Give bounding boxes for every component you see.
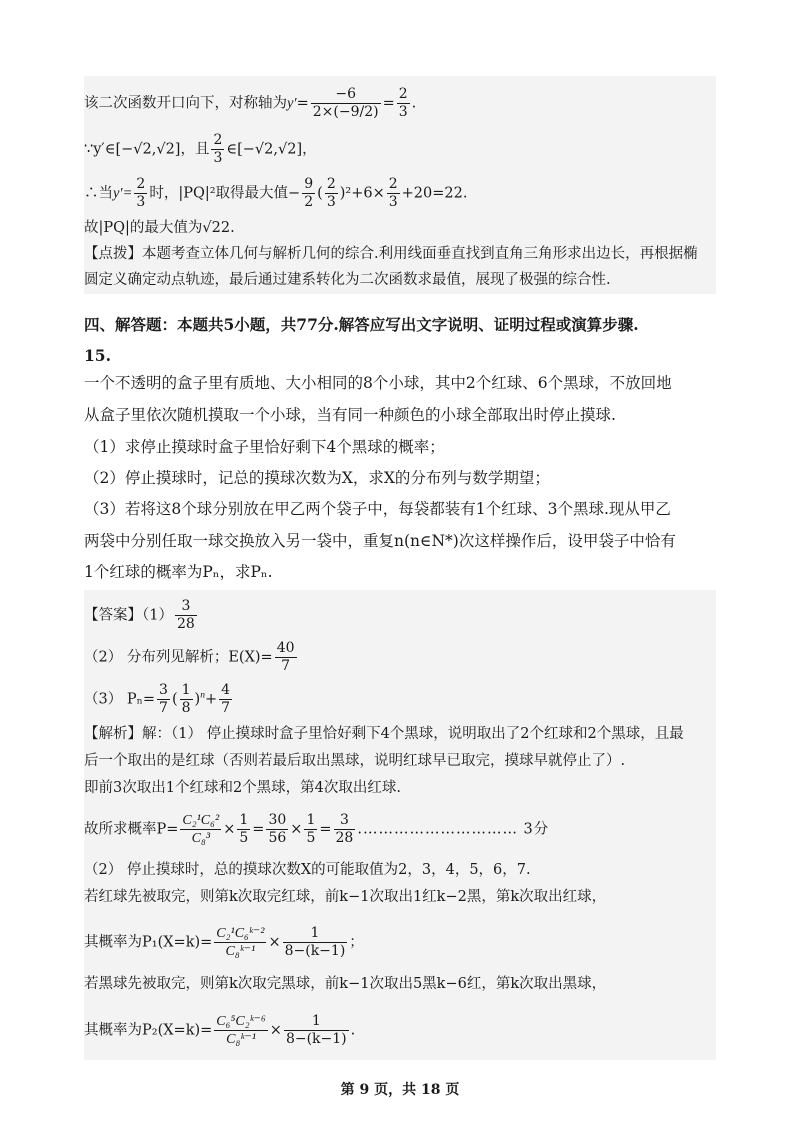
analysis-line-2: 后一个取出的是红球（否则若最后取出黑球，说明红球早已取完，摸球早就停止了）.: [84, 753, 626, 769]
analysis-line-5: （2） 停止摸球时，总的摸球次数X的可能取值为2，3，4，5，6，7.: [84, 862, 531, 878]
analysis-line-9: 其概率为P₂(X=k)= $\frac{\text{C₆⁵C₂ᵏ⁻⁶}}{\text{C₈ᵏ⁻¹}}$ × $\frac{1}{8-(k-1)}$ .: [84, 1013, 356, 1047]
fraction: $\frac{2}{3}$: [136, 176, 146, 210]
page-footer: 第 9 页，共 18 页: [340, 1082, 460, 1098]
subquestion-1: （1）求停止摸球时盒子里恰好剩下4个黑球的概率；: [84, 438, 445, 456]
solution-line-4: 故|PQ|的最大值为√22.: [84, 220, 235, 236]
fraction: $\frac{2}{3}$: [388, 176, 398, 210]
solution-line-3: ∴当y′= $\frac{2}{3}$ 时，|PQ|²取得最大值− $\frac{9}{2}$ ( $\frac{2}{3}$ )²+6× $\frac{2}{3}$ +20=22.: [84, 176, 468, 210]
fraction: $\frac{\text{C₂¹C₆ᵏ⁻²}}{\text{C₈ᵏ⁻¹}}$: [216, 926, 265, 959]
fraction: $\frac{30}{56}$: [268, 812, 287, 846]
tip-line-2: 圆定义确定动点轨迹，最后通过建系转化为二次函数求最值，展现了极强的综合性.: [84, 272, 611, 288]
analysis-line-7: 其概率为P₁(X=k)= $\frac{\text{C₂¹C₆ᵏ⁻²}}{\text{C₈ᵏ⁻¹}}$ × $\frac{1}{8-(k-1)}$ ；: [84, 925, 364, 959]
fraction: $\frac{1}{8}$: [181, 682, 191, 716]
subquestion-2: （2）停止摸球时，记总的摸球次数为X，求X的分布列与数学期望；: [84, 469, 550, 487]
fraction: $\frac{1}{8-(k-1)}$: [284, 925, 346, 959]
subquestion-3a: （3）若将这8个球分别放在甲乙两个袋子中，每袋都装有1个红球、3个黑球.现从甲乙: [84, 500, 671, 518]
section-heading: 四、解答题：本题共5小题，共77分.解答应写出文字说明、证明过程或演算步骤.: [84, 315, 639, 334]
analysis-line-1: 【解析】解：（1） 停止摸球时盒子里恰好剩下4个黑球，说明取出了2个红球和2个黑球，且最: [84, 726, 684, 742]
fraction: $\frac{1}{8-(k-1)}$: [285, 1013, 347, 1047]
fraction: $\frac{1}{5}$: [306, 812, 316, 846]
fraction: $\frac{-6}{2\times(-9/2)}$: [312, 86, 379, 120]
analysis-line-6: 若红球先被取完，则第k次取完红球，前k−1次取出1红k−2黑，第k次取出红球，: [84, 889, 607, 905]
fraction: $\frac{3}{7}$: [159, 682, 168, 716]
question-para-1: 一个不透明的盒子里有质地、大小相同的8个小球，其中2个红球、6个黑球，不放回地: [84, 374, 672, 392]
fraction: $\frac{2}{3}$: [326, 176, 336, 210]
tip-line-1: 【点拨】本题考查立体几何与解析几何的综合.利用线面垂直找到直角三角形求出边长，再根据椭: [84, 246, 698, 262]
answer-1: 【答案】（1） $\frac{3}{28}$: [84, 598, 195, 632]
solution-line-1: 该二次函数开口向下，对称轴为y′= $\frac{-6}{2\times(-9/2)}$ = $\frac{2}{3}$ .: [84, 86, 417, 120]
analysis-line-4: 故所求概率P= $\frac{\text{C₂¹C₆²}}{\text{C₈³}}$ × $\frac{1}{5}$ = $\frac{30}{56}$ × $\frac{1}{5}$ = $\frac{3}{28}$ .………………………… 3分: [84, 812, 550, 846]
fraction: $\frac{9}{2}$: [304, 176, 314, 210]
answer-3: （3） Pₙ= $\frac{3}{7}$ ( $\frac{1}{8}$ )$^n$+ $\frac{4}{7}$: [84, 682, 231, 716]
fraction: $\frac{3}{28}$: [335, 812, 354, 846]
fraction: $\frac{40}{7}$: [276, 640, 295, 674]
fraction: $\frac{2}{3}$: [213, 132, 223, 166]
fraction: $\frac{4}{7}$: [221, 682, 231, 716]
analysis-line-3: 即前3次取出1个红球和2个黑球，第4次取出红球.: [84, 780, 402, 796]
fraction: $\frac{1}{5}$: [239, 812, 249, 846]
subquestion-3b: 两袋中分别任取一球交换放入另一袋中，重复n(n∈N*)次这样操作后，设甲袋子中恰有: [84, 532, 676, 550]
analysis-line-8: 若黑球先被取完，则第k次取完黑球，前k−1次取出5黑k−6红，第k次取出黑球，: [84, 976, 607, 992]
solution-line-2: ∵y′∈[−√2,√2]，且 $\frac{2}{3}$ ∈[−√2,√2]，: [84, 132, 317, 166]
question-number: 15.: [84, 346, 111, 365]
answer-2: （2） 分布列见解析；E(X)= $\frac{40}{7}$: [84, 640, 295, 674]
subquestion-3c: 1个红球的概率为Pₙ，求Pₙ.: [84, 563, 273, 581]
fraction: $\frac{\text{C₆⁵C₂ᵏ⁻⁶}}{\text{C₈ᵏ⁻¹}}$: [216, 1014, 266, 1047]
fraction: $\frac{\text{C₂¹C₆²}}{\text{C₈³}}$: [182, 813, 220, 846]
question-para-2: 从盒子里依次随机摸取一个小球，当有同一种颜色的小球全部取出时停止摸球.: [84, 406, 616, 424]
fraction: $\frac{3}{28}$: [176, 598, 195, 632]
fraction: $\frac{2}{3}$: [398, 86, 408, 120]
